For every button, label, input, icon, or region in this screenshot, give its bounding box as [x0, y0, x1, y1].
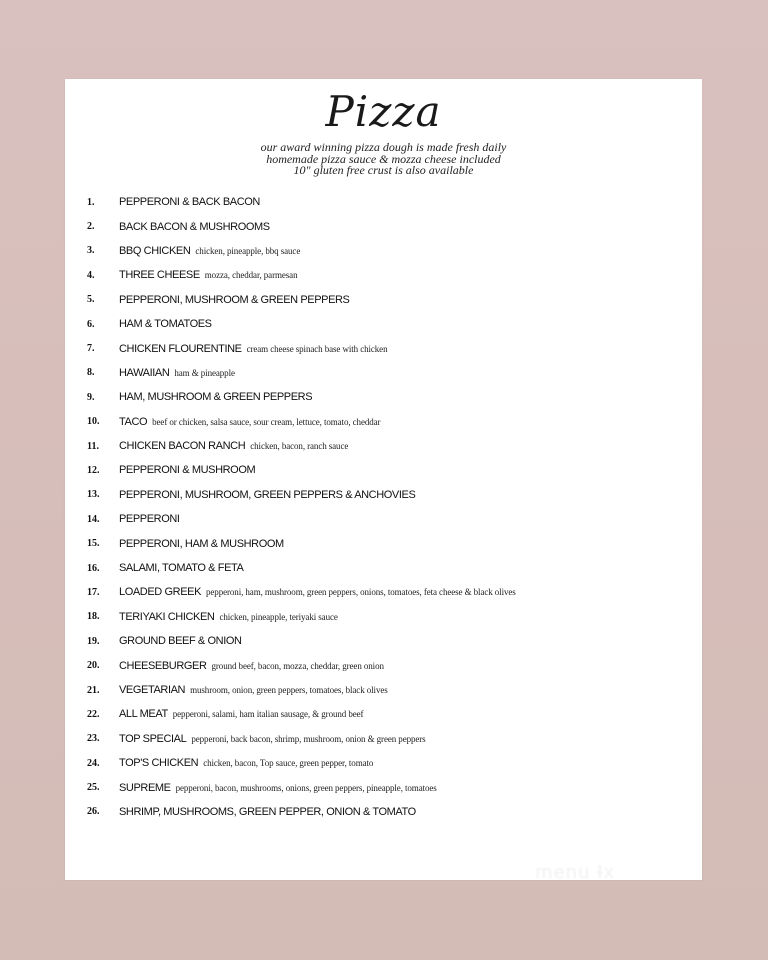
menu-item-name: PEPPERONI & MUSHROOM [119, 464, 256, 477]
menu-item-number: 20. [87, 660, 100, 672]
menu-item [87, 678, 687, 702]
menu-item-name: BACK BACON & MUSHROOMS [119, 220, 270, 233]
menu-item-description: beef or chicken, salsa sauce, sour cream, lettuce, tomato, cheddar [152, 416, 381, 427]
menu-item [87, 385, 687, 409]
menu-item-name: TACO [119, 415, 148, 428]
menu-item [87, 263, 687, 287]
menu-item [87, 312, 687, 336]
menu-item [87, 410, 687, 434]
menu-item-number: 19. [87, 635, 100, 647]
menu-item [87, 800, 687, 824]
menu-item [87, 629, 687, 653]
menu-item-name: SHRIMP, MUSHROOMS, GREEN PEPPER, ONION & TOMATO [119, 805, 416, 818]
menu-item-name: PEPPERONI, MUSHROOM & GREEN PEPPERS [119, 293, 350, 306]
menu-item-description: mushroom, onion, green peppers, tomatoes, black olives [190, 685, 388, 695]
menu-item [87, 702, 687, 726]
menu-item [87, 580, 687, 604]
menu-item-name: CHICKEN BACON RANCH [119, 440, 246, 453]
menu-item-description: chicken, pineapple, teriyaki sauce [219, 611, 338, 622]
menu-item [87, 361, 687, 385]
menu-item-name: VEGETARIAN [119, 684, 186, 696]
menu-item [87, 190, 687, 214]
menu-item-number: 17. [87, 586, 100, 598]
menu-item-name: CHICKEN FLOURENTINE [119, 342, 242, 355]
subtitle-line: homemade pizza sauce & mozza cheese included [266, 151, 501, 166]
menu-item-description: chicken, bacon, Top sauce, green pepper, tomato [203, 758, 374, 769]
menu-item-number: 25. [87, 782, 100, 794]
menu-item-description: ground beef, bacon, mozza, cheddar, green onion [211, 660, 384, 671]
menu-item-number: 10. [87, 416, 100, 428]
menu-item-name: CHEESEBURGER [119, 659, 207, 672]
menu-item [87, 775, 687, 799]
menu-item-name: PEPPERONI [119, 513, 180, 526]
menu-item-name: SUPREME [119, 781, 171, 794]
menu-item-name: BBQ CHICKEN [119, 244, 191, 257]
menu-item-number: 16. [87, 562, 100, 574]
menu-item-number: 4. [87, 269, 95, 281]
menu-item-number: 2. [87, 221, 95, 233]
menu-item-number: 23. [87, 733, 100, 745]
menu-item [87, 605, 687, 629]
menu-item-description: pepperoni, bacon, mushrooms, onions, green peppers, pineapple, tomatoes [175, 782, 437, 793]
menu-item [87, 507, 687, 531]
menu-item-name: LOADED GREEK [119, 586, 202, 599]
watermark-logo: menu Ɨx [535, 862, 616, 883]
menu-item-name: THREE CHEESE [119, 269, 200, 282]
menu-item-number: 22. [87, 708, 100, 720]
subtitle-line: 10" gluten free crust is also available [293, 163, 474, 177]
menu-item [87, 288, 687, 312]
menu-item-name: ALL MEAT [119, 708, 168, 721]
menu-item-description: chicken, bacon, ranch sauce [250, 441, 349, 452]
menu-title: Pizza [325, 87, 442, 136]
menu-item-number: 13. [87, 489, 100, 501]
menu-item [87, 458, 687, 482]
menu-item-number: 21. [87, 684, 100, 696]
menu-item-number: 14. [87, 513, 100, 525]
menu-item-description: cream cheese spinach base with chicken [246, 343, 388, 354]
menu-item [87, 531, 687, 555]
menu-item [87, 239, 687, 263]
menu-item-description: pepperoni, salami, ham italian sausage, & ground beef [172, 709, 364, 720]
menu-item-description: pepperoni, back bacon, shrimp, mushroom, onion & green peppers [191, 733, 426, 744]
menu-card [65, 79, 702, 880]
menu-item-description: ham & pineapple [174, 367, 235, 378]
menu-item-number: 18. [87, 611, 100, 623]
menu-item-name: HAM, MUSHROOM & GREEN PEPPERS [119, 391, 313, 404]
menu-item-number: 5. [87, 294, 95, 306]
menu-item-number: 6. [87, 318, 95, 330]
menu-item [87, 556, 687, 580]
menu-item [87, 751, 687, 775]
menu-item-number: 3. [87, 245, 95, 257]
menu-item-number: 11. [87, 440, 99, 452]
menu-item-number: 8. [87, 367, 95, 379]
menu-item-name: GROUND BEEF & ONION [119, 635, 242, 648]
menu-item-list [87, 190, 687, 824]
menu-item-description: mozza, cheddar, parmesan [204, 270, 298, 281]
menu-subtitle [65, 142, 702, 177]
menu-item-name: TERIYAKI CHICKEN [119, 610, 215, 623]
menu-item-number: 26. [87, 806, 100, 818]
menu-item-name: TOP'S CHICKEN [119, 757, 199, 770]
menu-item-name: TOP SPECIAL [119, 732, 187, 745]
menu-item-number: 12. [87, 464, 100, 476]
menu-item-name: HAM & TOMATOES [119, 318, 212, 331]
menu-item-name: PEPPERONI, MUSHROOM, GREEN PEPPERS & ANCHOVIES [119, 488, 416, 501]
menu-item-name: PEPPERONI, HAM & MUSHROOM [119, 537, 284, 550]
menu-item-name: HAWAIIAN [119, 366, 170, 379]
menu-item-description: chicken, pineapple, bbq sauce [195, 245, 301, 256]
menu-item-number: 9. [87, 391, 95, 403]
menu-item-number: 7. [87, 343, 95, 355]
menu-item-description: pepperoni, ham, mushroom, green peppers, onions, tomatoes, feta cheese & black olives [206, 587, 516, 598]
menu-item-number: 15. [87, 538, 100, 550]
menu-item-number: 24. [87, 757, 100, 769]
menu-item [87, 214, 687, 238]
menu-item [87, 336, 687, 360]
menu-item [87, 434, 687, 458]
menu-item [87, 483, 687, 507]
menu-item [87, 653, 687, 677]
menu-item-name: PEPPERONI & BACK BACON [119, 196, 260, 209]
menu-item-name: SALAMI, TOMATO & FETA [119, 562, 244, 575]
menu-item [87, 727, 687, 751]
menu-item-number: 1. [87, 196, 95, 208]
subtitle-line: our award winning pizza dough is made fresh daily [260, 140, 507, 154]
